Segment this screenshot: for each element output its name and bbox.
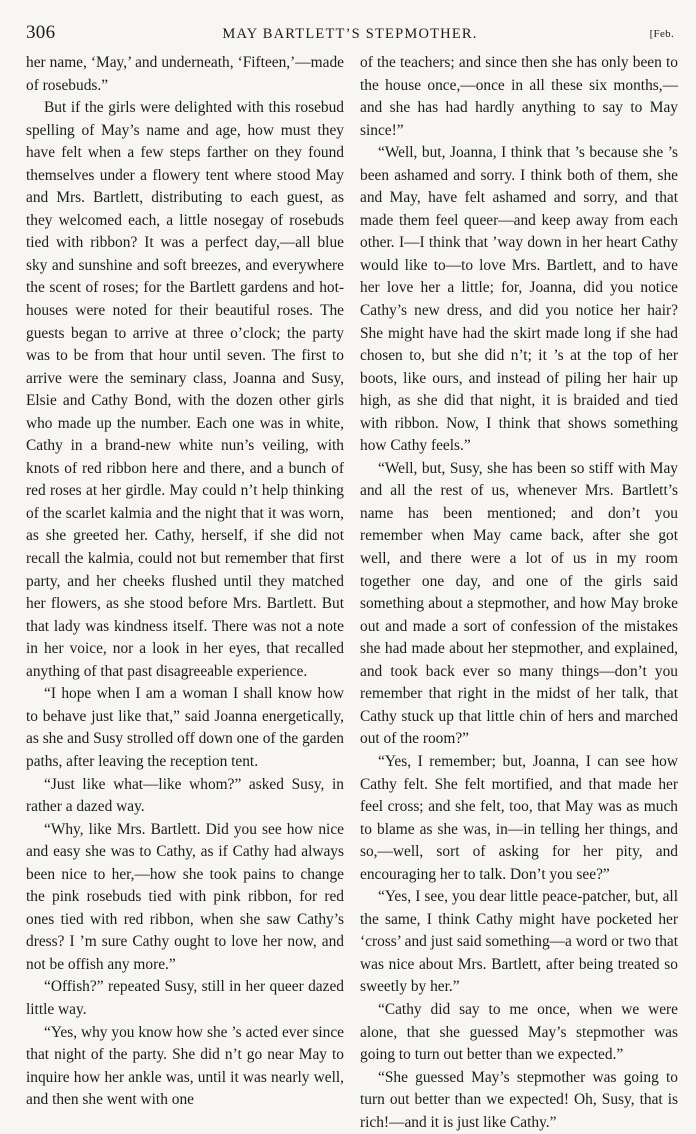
paragraph: “Yes, I remember; but, Joanna, I can see how Cathy felt. She felt mortified, and that made her feel cross; and she felt, too, that May was as much to blame as she was, in—in telling her things, and so,—well, sort of asking for her pity, and encouraging her to talk. Don’t you see?” <box>360 752 678 883</box>
paragraph: “Just like what—like whom?” asked Susy, in rather a dazed way. <box>26 775 344 816</box>
issue-month: [Feb. <box>649 28 674 40</box>
left-column <box>26 52 344 1112</box>
paragraph: “Cathy did say to me once, when we were alone, that she guessed May’s stepmother was going to turn out better than we expected.” <box>360 1000 678 1064</box>
page-number: 306 <box>26 22 56 43</box>
right-column <box>360 52 678 1134</box>
paragraph: “Why, like Mrs. Bartlett. Did you see how nice and easy she was to Cathy, as if Cathy had always been nice to her,—how she took pains to change the pink rosebuds tied with pink ribbon, for red ones tied with red ribbon, when she saw Cathy’s dress? I ’m sure Cathy ought to love her now, and not be offish any more.” <box>26 820 344 973</box>
paragraph: “Well, but, Joanna, I think that ’s because she ’s been ashamed and sorry. I think both of them, she and May, have felt ashamed and sorry, and that made them feel queer—and keep away from each other. I—I think that ’way down in her heart Cathy would like to—to love Mrs. Bartlett, and to have her love her a little; for, Joanna, did you notice Cathy’s new dress, and did you notice her hair? She might have had the skirt made long if she had chosen to, but she did n’t; it ’s at the top of her boots, like ours, and instead of piling her hair up high, as she did that night, it is braided and tied with ribbon. Now, I think that shows something how Cathy feels.” <box>360 144 678 455</box>
paragraph: “Offish?” repeated Susy, still in her queer dazed little way. <box>26 978 344 1018</box>
paragraph: “Well, but, Susy, she has been so stiff with May and all the rest of us, whenever Mrs. Bartlett’s name has been mentioned; and don’t you remember when May came back, after she got well, and there were a lot of us in my room together one day, and one of the girls said something about a stepmother, and how May broke out and made a sort of confession of the mistakes she had made about her stepmother, and explained, and took back ever so many things—don’t you remember that right in the midst of her talk, that Cathy stuck up that little chin of hers and marched out of the room?” <box>360 459 678 748</box>
page-header <box>26 22 674 48</box>
paragraph: “I hope when I am a woman I shall know how to behave just like that,” said Joanna energetically, as she and Susy strolled off down one of the garden paths, after leaving the reception tent. <box>26 685 344 770</box>
paragraph: “She guessed May’s stepmother was going to turn out better than we expected! Oh, Susy, that is rich!—and it is just like Cathy.” <box>360 1068 678 1131</box>
paragraph: her name, ‘May,’ and underneath, ‘Fifteen,’—made of rosebuds.” <box>26 54 344 94</box>
paragraph: of the teachers; and since then she has only been to the house once,—once in all these six months,—and she has had hardly anything to say to May since!” <box>360 54 678 139</box>
running-title: MAY BARTLETT’S STEPMOTHER. <box>222 26 478 42</box>
paragraph: But if the girls were delighted with this rosebud spelling of May’s name and age, how must they have felt when a few steps farther on they found themselves under a flowery tent where stood May and Mrs. Bartlett, distributing to each guest, as they welcomed each, a little nosegay of rosebuds tied with ribbon? It was a perfect day,—all blue sky and sunshine and soft breezes, and everywhere the scent of roses; for the Bartlett gardens and hot-houses were noted for their beautiful roses. The guests began to arrive at three o’clock; the party was to be from that hour until seven. The first to arrive were the seminary class, Joanna and Susy, Elsie and Cathy Bond, with the dozen other girls who made up the number. Each one was in white, Cathy in a brand-new white nun’s veiling, with knots of red ribbon here and there, and a bunch of red roses at her girdle. May could n’t help thinking of the scarlet kalmia and the night that it was worn, as she greeted her. Cathy, herself, if she did not recall the kalmia, could not but remember that first party, and her cheeks flushed until they matched her flowers, as she stood before Mrs. Bartlett. But that lady was kindness itself. There was not a note in her voice, nor a look in her eyes, that recalled anything of that past disagreeable experience. <box>26 99 344 680</box>
paragraph: “Yes, I see, you dear little peace-patcher, but, all the same, I think Cathy might have pocketed her ‘cross’ and just said something—a word or two that was nice about Mrs. Bartlett, after being treated so sweetly by her.” <box>360 888 678 996</box>
paragraph: “Yes, why you know how she ’s acted ever since that night of the party. She did n’t go near May to inquire how her ankle was, until it was nearly well, and then she went with one <box>26 1023 344 1109</box>
